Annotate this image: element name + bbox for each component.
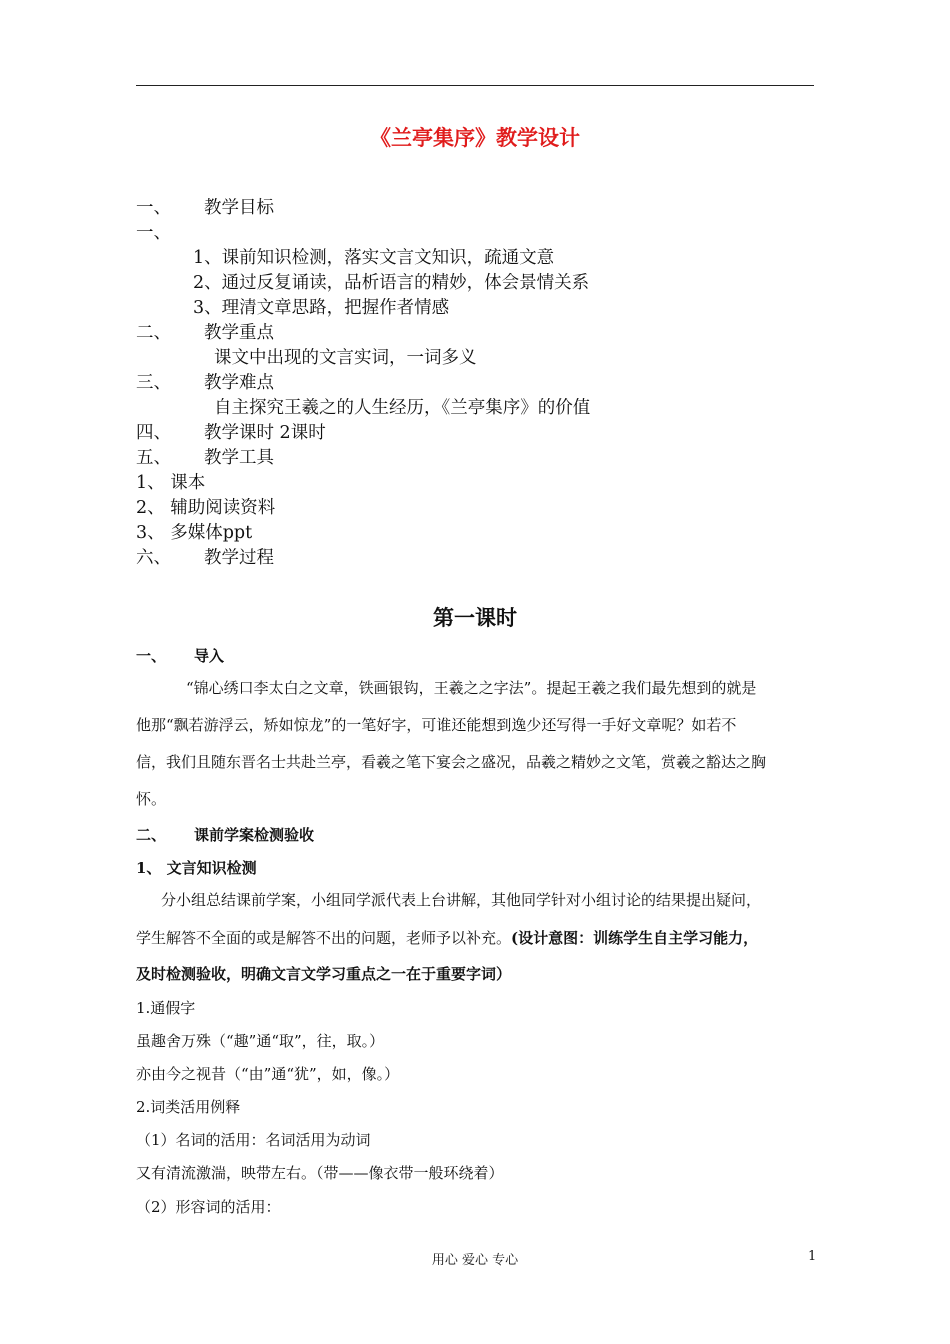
content-line: 虽趣舍万殊（“趣”通“取”，往，取。）	[136, 1032, 385, 1050]
hours-label: 教学课时 2课时	[204, 423, 326, 443]
intro-paragraph-line: 他那“飘若游浮云，矫如惊龙”的一笔好字，可谁还能想到逸少还写得一手好文章呢？如若不	[136, 716, 737, 734]
lesson-heading: 第一课时	[433, 605, 517, 630]
content-line: （2）形容词的活用：	[136, 1198, 281, 1216]
document-title: 《兰亭集序》教学设计	[370, 125, 580, 150]
footer-motto: 用心 爱心 专心	[431, 1253, 519, 1268]
tools-number: 五、	[136, 448, 171, 468]
key-points-label: 教学重点	[204, 323, 274, 343]
objective-item: 3、理清文章思路，把握作者情感	[193, 298, 450, 318]
design-intent-text: 及时检测验收，明确文言文学习重点之一在于重要字词）	[136, 965, 512, 983]
difficulty-label: 教学难点	[204, 373, 274, 393]
process-number: 六、	[136, 548, 171, 568]
intro-section-label: 导入	[194, 647, 225, 665]
objectives-number: 一、	[136, 198, 171, 218]
difficulty-number: 三、	[136, 373, 171, 393]
process-label: 教学过程	[204, 548, 274, 568]
activity-text: 学生解答不全面的或是解答不出的问题，老师予以补充。	[136, 929, 512, 947]
activity-paragraph-line	[136, 927, 758, 948]
objectives-number-repeat: 一、	[136, 223, 171, 243]
hours-number: 四、	[136, 423, 171, 443]
content-line: 亦由今之视昔（“由”通“犹”，如，像。）	[136, 1065, 400, 1083]
content-line: （1）名词的活用：名词活用为动词	[136, 1131, 371, 1149]
content-line: 1.通假字	[136, 999, 196, 1017]
objective-item: 1、课前知识检测，落实文言文知识，疏通文意	[193, 248, 555, 268]
key-points-text: 课文中出现的文言实词，一词多义	[214, 348, 477, 368]
check-section-number: 二、	[136, 826, 167, 844]
content-line: 又有清流激湍，映带左右。（带——像衣带一般环绕着）	[136, 1164, 504, 1182]
tool-item: 3、 多媒体ppt	[136, 523, 253, 543]
activity-paragraph-line: 分小组总结课前学案，小组同学派代表上台讲解，其他同学针对小组讨论的结果提出疑问，	[161, 891, 762, 909]
intro-paragraph-line: “锦心绣口李太白之文章，铁画银钩，王羲之之字法”。提起王羲之我们最先想到的就是	[186, 679, 757, 697]
key-points-number: 二、	[136, 323, 171, 343]
intro-paragraph-line: 信，我们且随东晋名士共赴兰亭，看羲之笔下宴会之盛况，品羲之精妙之文笔，赏羲之豁达之胸	[136, 753, 767, 771]
tool-item: 1、 课本	[136, 473, 206, 493]
content-line: 2.词类活用例释	[136, 1098, 241, 1116]
subsection-title: 1、 文言知识检测	[136, 859, 257, 877]
difficulty-text: 自主探究王羲之的人生经历，《兰亭集序》的价值	[214, 398, 591, 418]
objective-item: 2、通过反复诵读，品析语言的精妙，体会景情关系	[193, 273, 590, 293]
tools-label: 教学工具	[204, 448, 274, 468]
tool-item: 2、 辅助阅读资料	[136, 498, 276, 518]
objectives-label: 教学目标	[204, 198, 274, 218]
check-section-label: 课前学案检测验收	[194, 826, 315, 844]
header-rule	[136, 85, 814, 86]
intro-paragraph-line: 怀。	[136, 790, 167, 808]
design-intent-text: (设计意图：训练学生自主学习能力，	[511, 929, 759, 947]
intro-section-number: 一、	[136, 647, 167, 665]
page-number: 1	[808, 1249, 817, 1264]
